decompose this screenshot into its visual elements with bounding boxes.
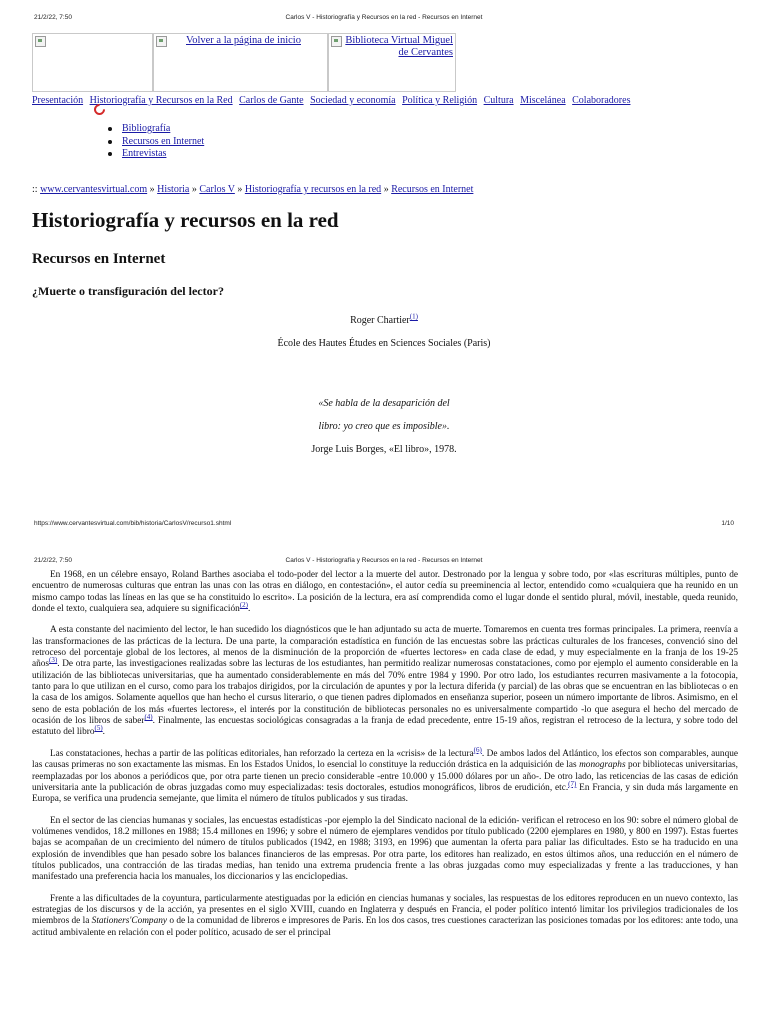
footnote-link[interactable]: (3): [49, 656, 58, 665]
print-url: https://www.cervantesvirtual.com/bib/historia/CarlosV/recurso1.shtml: [34, 520, 232, 527]
sub-nav: [108, 123, 204, 161]
breadcrumb-item-historia[interactable]: Historia: [157, 184, 190, 195]
paragraph-text: por bibliotecas universitarias, reemplazadas por los abonos a periódicos que, por otra parte tienen un precio considerable -entre 10.000 y 15.000 dólares por un año-. De otro lado, las reticencias de las casas de edición universitaria ante la publicación de obras juzgadas como muy especializadas: tesis doctorales, estudios monográficos, libros de erudición, etc.: [32, 760, 738, 793]
print-title: Carlos V - Historiografía y Recursos en la red - Recursos en Internet: [285, 14, 483, 21]
author-line: [0, 312, 768, 326]
print-timestamp: 21/2/22, 7:50: [34, 557, 72, 564]
nav-item-miscelanea[interactable]: Miscelánea: [520, 95, 566, 106]
print-title: Carlos V - Historiografía y Recursos en la red - Recursos en Internet: [285, 557, 483, 564]
nav-item-carlos-de-gante[interactable]: Carlos de Gante: [239, 95, 304, 106]
print-timestamp: 21/2/22, 7:50: [34, 14, 72, 21]
breadcrumb-item-recursos[interactable]: Recursos en Internet: [391, 184, 474, 195]
home-link-box[interactable]: [153, 33, 328, 92]
epigraph-line-1: «Se habla de la desaparición del: [318, 398, 450, 409]
breadcrumb-item-home[interactable]: www.cervantesvirtual.com: [40, 184, 148, 195]
paragraph-text: . Finalmente, las encuestas sociológicas consagradas a la franja de edad precedente, entre 15-19 años, registran el retroceso de la lectura, y sobre todo del estatuto del libro: [32, 716, 738, 738]
paragraph-text: . De ambos lados del Atlántico, los efectos son comparables, aunque las causas primeras no son exactamente las mismas. En los Estados Unidos, lo esencial lo constituye la reducción drástica en la adquisición de las: [32, 748, 739, 771]
paragraph: En el sector de las ciencias humanas y sociales, las encuestas estadísticas -por ejemplo la del Sindicato nacional de la edición- verifican el retroceso en los 90: sobre el número global de volúmenes vendidos, 18.2 millones en 1988; 15.4 millones en 1996; y sobre el número de ejemplares vendidos por título publicado (2200 ejemplares en 1980, y 800 en 1997). Estas fuertes bajas se acompañan de un crecimiento del número de títulos publicados (1942, en 1988; 3193, en 1996) que aumentan la oferta para paliar las dificultades. Esto se ha traducido en una explosión de invendibles que han pesado sobre los balances financieros de las empresas. Por otra parte, los editores han realizado, en estos últimos años, una reducción en el número de títulos publicados, una contracción de las tiradas medias, han tenido una extrema prudencia frente a las obras juzgadas como muy especializadas y frente a las traducciones, y han manifestado una preferencia hacia los manuales, los diccionarios y las enciclopedias.: [32, 815, 738, 883]
broken-image-icon: [156, 36, 167, 47]
logo-image[interactable]: [32, 33, 153, 92]
footnote-link[interactable]: (2): [239, 600, 248, 609]
breadcrumb-item-carlos-v[interactable]: Carlos V: [199, 184, 235, 195]
broken-image-icon: [331, 36, 342, 47]
paragraph: A esta constante del nacimiento del lector, le han sucedido los diagnósticos que le han adjuntado su acta de muerte. Tomaremos en cuenta tres formas principales. La primera, reenvía a las transformaciones de las prácticas de la lectura. De una parte, la comparación estadística en función de las encuestas sobre las prácticas culturales de los franceses, convenció sino del retroceso del porcentaje global de los lectores, al menos de la disminución de la proporción de «fuertes lectores» en cada clase de edad, y muy especialmente en la franja de los 19-25 años$^{(3)}$. De otra parte, las investigaciones realizadas sobre las lecturas de los estudiantes, han permitido realizar numerosas constataciones, como por ejemplo el aumento considerable en la utilización de las bibliotecas universitarias, que ha aumentado considerablemente en más del 70% entre 1984 y 1990. Por otro lado, los estudiantes recurren masivamente a la fotocopia, tanto para lo que utilizan en el curso, como para los trabajos dirigidos, por la circulación de apuntes y por la lectura diferida (y parcial) de las obras que se encuentran en las bibliotecas o en la casa de los amigos. Solamente aquellos que han hecho el cursus literario, o que tienen padres diplomados en enseñanza superior, poseen un número importante de libros. Asimismo, en el seno de esta población de los más «fuertes lectores», el interés por la constitución de bibliotecas personales no es universalmente compartido -lo que asegura el hecho del mercado de ocasión de los libros de saber$^{(4)}$. Finalmente, las encuestas sociológicas consagradas a la franja de edad precedente, entre 15-19 años, registran el retroceso de la lectura, y sobre todo del estatuto del libro$^{(5)}$.: [32, 625, 738, 738]
breadcrumb-separator: »: [191, 184, 197, 195]
breadcrumb-separator: »: [383, 184, 389, 195]
epigraph-line-2: libro: yo creo que es imposible».: [318, 421, 450, 432]
library-link[interactable]: Biblioteca Virtual Miguel de Cervantes: [345, 35, 453, 58]
breadcrumb-item-historiografia[interactable]: Historiografía y recursos en la red: [244, 184, 382, 195]
main-nav: [32, 95, 732, 106]
breadcrumb-separator: »: [149, 184, 155, 195]
footnote-link[interactable]: (5): [94, 724, 103, 733]
footnote-link[interactable]: (4): [144, 713, 153, 722]
home-link[interactable]: Volver a la página de inicio: [186, 35, 301, 46]
nav-item-cultura[interactable]: Cultura: [483, 95, 514, 106]
print-footer: [0, 520, 768, 532]
print-header: [0, 14, 768, 26]
subnav-entrevistas[interactable]: Entrevistas: [122, 148, 167, 159]
paragraph: [32, 745, 739, 806]
page-title: Historiografía y recursos en la red: [32, 208, 339, 232]
article-body: [32, 570, 738, 949]
nav-item-presentacion[interactable]: Presentación: [32, 95, 84, 106]
paragraph-text: A esta constante del nacimiento del lector, le han sucedido los diagnósticos que le han adjuntado su acta de muerte. Tomaremos en cuenta tres formas principales. La primera, reenvía a las transformaciones de las prácticas de la lectura. De una parte, la comparación estadística en función de las encuestas sobre las prácticas culturales de los franceses, convenció sino del retroceso del porcentaje global de los lectores, al menos de la disminución de la proporción de «fuertes lectores» en cada clase de edad, y muy especialmente en la franja de los 19-25 años: [32, 625, 738, 670]
section-title: Recursos en Internet: [32, 251, 166, 267]
library-link-box[interactable]: [328, 33, 456, 92]
subnav-recursos[interactable]: Recursos en Internet: [122, 135, 205, 147]
paragraph-text: En 1968, en un célebre ensayo, Roland Barthes asociaba el todo-poder del lector a la muerte del autor. Destronado por la lengua y sobre todo, por «las escrituras múltiples, punto de encuentro de numerosas culturas que entran las unas con las otras en diálogo, en contestación», el autor cedía su preeminencia al lector, entendido como «cualquiera que ha reunido en un mismo campo todas las líneas en las que se ha constituido lo escrito». La posición de la lectura, era así comprendida como el lugar donde el sentido plural, móvil, inestable, queda reunido, donde el texto, cualquiera sea, adquiere su significación: [32, 570, 738, 615]
paragraph-text: o de la comunidad de libreros e impresores de Paris. En los dos casos, tres cuestiones caracterizan las posiciones tomadas por los editores: ante todo, una actitud ambivalente en relación con el poder político, acusado de ser el principal: [32, 916, 739, 938]
nav-item-politica[interactable]: Política y Religión: [402, 95, 478, 106]
print-page-2: [0, 552, 768, 1024]
paragraph-text: . De otra parte, las investigaciones realizadas sobre las lecturas de los estudiantes, han permitido realizar numerosas constataciones, como por ejemplo el aumento considerable en la utilización de las bibliotecas universitarias, que ha aumentado considerablemente en más del 70% entre 1984 y 1990. Por otro lado, los estudiantes recurren masivamente a la fotocopia, tanto para lo que utilizan en el curso, como para los trabajos dirigidos, por la circulación de apuntes y por la lectura diferida (y parcial) de las obras que se encuentran en las bibliotecas o en la casa de los amigos. Solamente aquellos que han hecho el cursus literario, o que tienen padres diplomados en enseñanza superior, poseen un número importante de libros. Asimismo, en el seno de esta población de los más «fuertes lectores», el interés por la constitución de bibliotecas personales no es universalmente compartido -lo que asegura el hecho del mercado de ocasión de los libros de saber: [32, 659, 738, 727]
breadcrumb: [32, 184, 473, 195]
breadcrumb-prefix: ::: [32, 184, 38, 195]
nav-item-colaboradores[interactable]: Colaboradores: [572, 95, 631, 106]
nav-item-sociedad[interactable]: Sociedad y economía: [310, 95, 396, 106]
author-name: Roger Chartier: [350, 315, 410, 326]
emphasis: monographs: [579, 760, 626, 771]
broken-image-icon: [35, 36, 46, 47]
paragraph: [32, 894, 738, 939]
footnote-link[interactable]: (1): [409, 312, 418, 321]
print-page-number: 1/10: [721, 520, 734, 527]
subnav-bibliografia[interactable]: Bibliografía: [122, 123, 171, 134]
breadcrumb-separator: »: [237, 184, 243, 195]
paragraph: En 1968, en un célebre ensayo, Roland Barthes asociaba el todo-poder del lector a la muerte del autor. Destronado por la lengua y sobre todo, por «las escrituras múltiples, punto de encuentro de numerosas culturas que entran las unas con las otras en diálogo, en contestación», el autor cedía su preeminencia al lector, entendido como «cualquiera que ha reunido en un mismo campo todas las líneas en las que se ha constituido lo escrito». La posición de la lectura, era así comprendida como el lugar donde el sentido plural, móvil, inestable, queda reunido, donde el texto, cualquiera sea, adquiere su significación$^{(2)}$.: [32, 570, 738, 615]
emphasis: Stationers'Company: [91, 916, 168, 927]
footnote-link[interactable]: (7): [568, 779, 577, 788]
nav-item-historiografia[interactable]: Historiografía y Recursos en la Red: [89, 95, 233, 106]
article-title: ¿Muerte o transfiguración del lector?: [32, 284, 224, 298]
paragraph-text: En Francia, y sin duda más largamente en Europa, se verifica una prudencia semejante, que limita el número de títulos publicados y sus tiradas.: [32, 782, 738, 805]
author-institution: École des Hautes Études en Sciences Sociales (Paris): [277, 338, 491, 349]
footnote-link[interactable]: (6): [473, 745, 482, 754]
paragraph-text: Frente a las dificultades de la coyuntura, particularmente atestiguadas por la edición en ciencias humanas y sociales, las respuestas de los editores reproducen en un nuevo contexto, las estrategias de los discursos y de la acción, ya presentes en el siglo XVIII, cuando en Inglaterra y después en Francia, el poder político intentó limitar los privilegios tradicionales de los miembros de la: [32, 893, 738, 927]
epigraph-attribution: Jorge Luis Borges, «El libro», 1978.: [311, 444, 457, 455]
print-header: [0, 557, 768, 569]
paragraph-text: Las constataciones, hechas a partir de las políticas editoriales, han reforzado la certeza en la «crisis» de la lectura: [50, 748, 474, 759]
